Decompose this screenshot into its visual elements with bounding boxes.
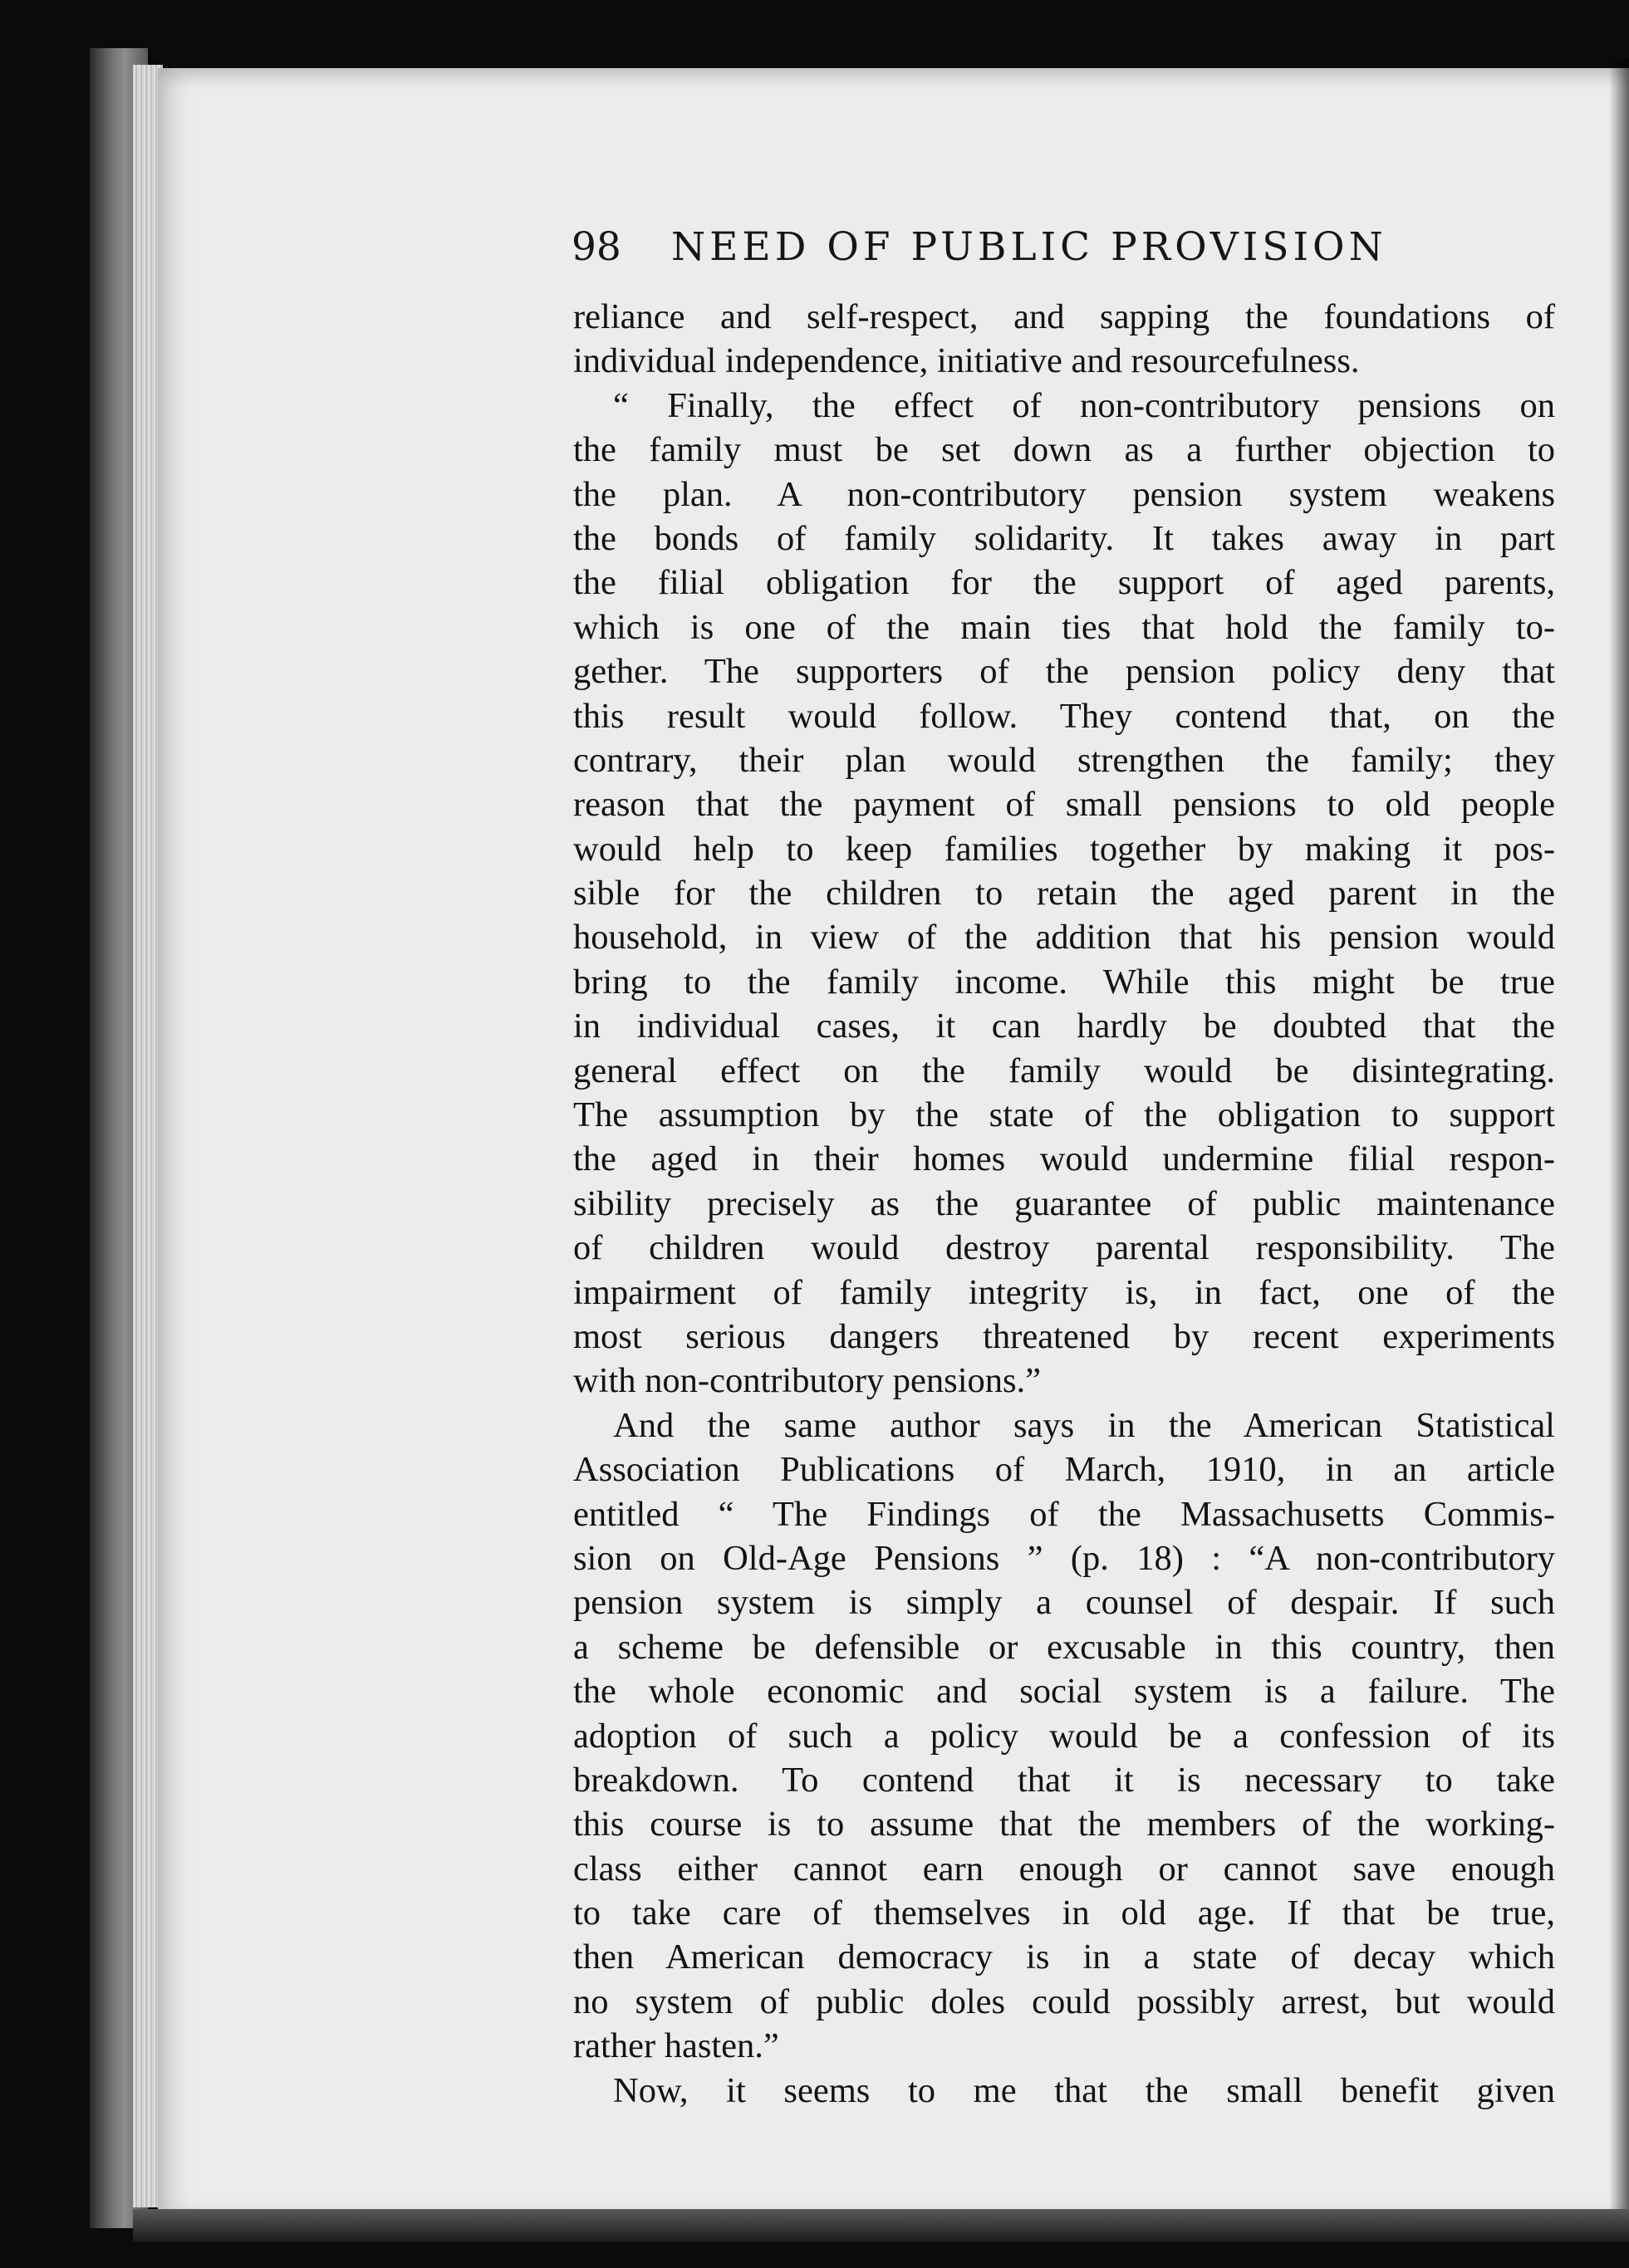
text-line: household, in view of the addition that his pension would: [573, 918, 1555, 958]
text-line: contrary, their plan would strengthen the family; they: [573, 740, 1555, 780]
text-line: sible for the children to retain the aged parent in the: [573, 874, 1555, 914]
text-line: class either cannot earn enough or cannot save enough: [573, 1849, 1555, 1888]
running-header: [572, 224, 1402, 282]
text-line: Now, it seems to me that the small benefit given: [613, 2070, 1555, 2110]
text-line: the filial obligation for the support of aged parents,: [573, 563, 1555, 603]
text-line: the aged in their homes would undermine filial respon-: [573, 1139, 1555, 1179]
text-line: Association Publications of March, 1910, in an article: [573, 1450, 1555, 1490]
text-line: sibility precisely as the guarantee of public maintenance: [573, 1183, 1555, 1223]
text-line: the family must be set down as a further objection to: [573, 430, 1555, 470]
text-line: to take care of themselves in old age. If that be true,: [573, 1893, 1555, 1933]
text-line: reliance and self-respect, and sapping the foundations of: [573, 297, 1555, 336]
text-line: bring to the family income. While this might be true: [573, 962, 1555, 1002]
text-line: of children would destroy parental responsibility. The: [573, 1228, 1555, 1268]
text-line: adoption of such a policy would be a confession of its: [573, 1716, 1555, 1756]
text-line: no system of public doles could possibly arrest, but would: [573, 1981, 1555, 2021]
page-bottom-edge: [133, 2209, 1629, 2242]
text-line: individual independence, initiative and resourcefulness.: [573, 341, 1360, 381]
text-line: this course is to assume that the members of the working-: [573, 1805, 1555, 1844]
text-line: would help to keep families together by making it pos-: [573, 829, 1555, 869]
text-line: The assumption by the state of the obligation to support: [573, 1095, 1555, 1135]
text-line: general effect on the family would be disintegrating.: [573, 1051, 1555, 1090]
text-line: impairment of family integrity is, in fact, one of the: [573, 1272, 1555, 1312]
text-line: the plan. A non-contributory pension system weakens: [573, 474, 1555, 514]
text-line: a scheme be defensible or excusable in this country, then: [573, 1627, 1555, 1667]
text-line: sion on Old-Age Pensions ” (p. 18) : “A non-contributory: [573, 1538, 1555, 1578]
page-number: 98: [572, 224, 621, 270]
text-line: And the same author says in the American Statistical: [613, 1405, 1555, 1445]
text-line: in individual cases, it can hardly be doubted that the: [573, 1007, 1555, 1046]
page-right-shadow: [1609, 58, 1629, 2226]
text-line: most serious dangers threatened by recent experiments: [573, 1316, 1555, 1356]
text-line: with non-contributory pensions.”: [573, 1361, 1042, 1401]
body-text: [573, 295, 1555, 2113]
header-title: NEED OF PUBLIC PROVISION: [671, 224, 1387, 270]
text-line: breakdown. To contend that it is necessary to take: [573, 1760, 1555, 1800]
text-line: reason that the payment of small pensions to old people: [573, 785, 1555, 825]
text-line: this result would follow. They contend that, on the: [573, 696, 1555, 736]
text-line: entitled “ The Findings of the Massachusetts Commis-: [573, 1494, 1555, 1534]
text-line: rather hasten.”: [573, 2026, 779, 2066]
text-line: the bonds of family solidarity. It takes away in part: [573, 518, 1555, 558]
text-line: then American democracy is in a state of decay which: [573, 1937, 1555, 1977]
text-line: “ Finally, the effect of non-contributory pensions on: [613, 385, 1555, 425]
text-line: pension system is simply a counsel of despair. If such: [573, 1583, 1555, 1623]
text-line: which is one of the main ties that hold the family to-: [573, 607, 1555, 647]
text-line: gether. The supporters of the pension policy deny that: [573, 652, 1555, 692]
text-line: the whole economic and social system is a failure. The: [573, 1672, 1555, 1712]
